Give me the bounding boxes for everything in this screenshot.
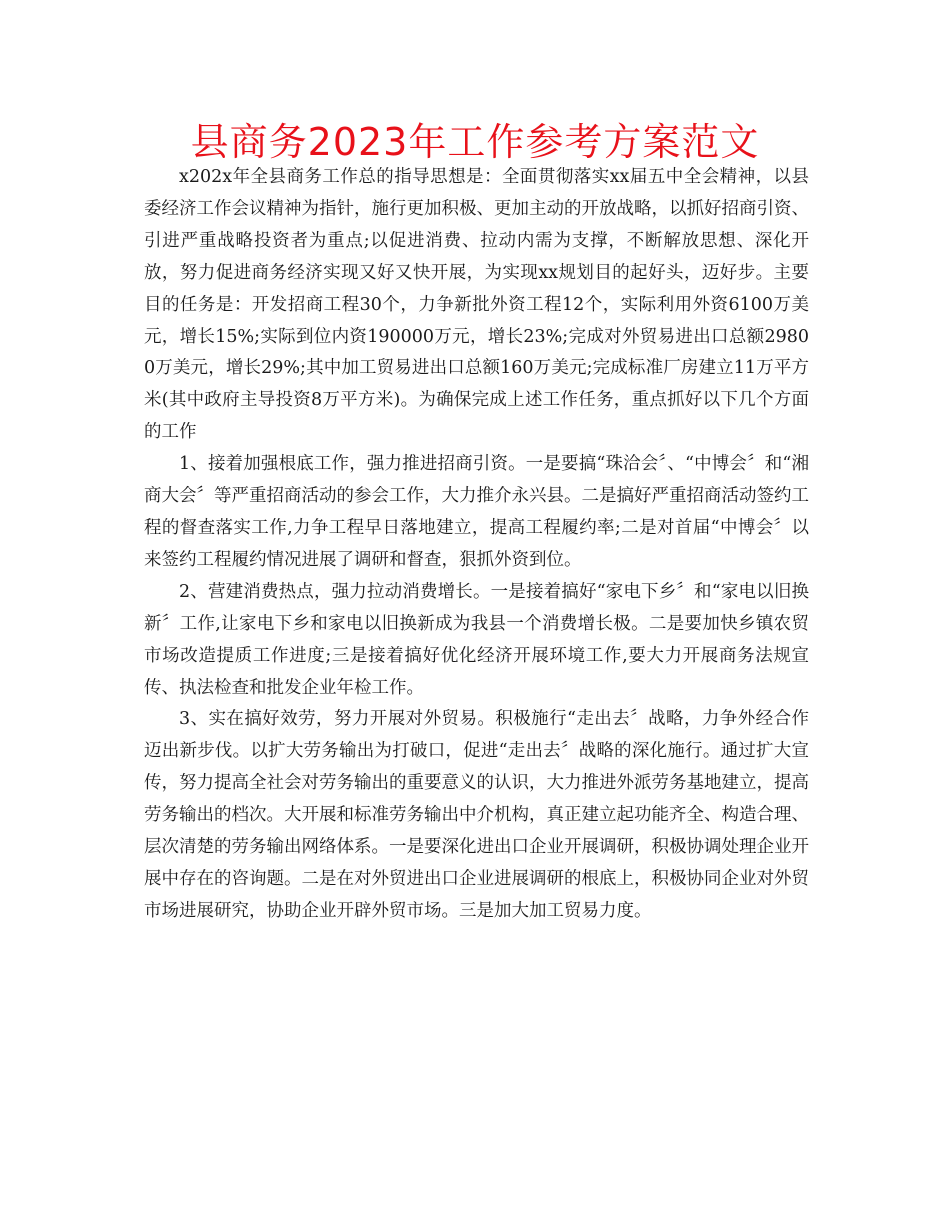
paragraph-item-2-consumption: 2、营建消费热点，强力拉动消费增长。一是接着搞好“家电下乡〞和“家电以旧换新〞工作,让家电下乡和家电以旧换新成为我县一个消费增长极。二是要加快乡镇农贸市场改造提质工作进度;三是接着搞好优化经济开展环境工作,要大力开展商务法规宣传、执法检查和批发企业年检工作。 bbox=[144, 581, 809, 698]
paragraph-guiding-thought: x202x年全县商务工作总的指导思想是：全面贯彻落实xx届五中全会精神，以县委经济工作会议精神为指针，施行更加积极、更加主动的开放战略，以抓好招商引资、引进严重战略投资者为重点;以促进消费、拉动内需为支撑，不断解放思想、深化开放，努力促进商务经济实现又好又快开展，为实现xx规划目的起好头，迈好步。主要目的任务是：开发招商工程30个，力争新批外资工程12个，实际利用外资6100万美元，增长15%;实际到位内资190000万元，增长23%;完成对外贸易进出口总额29800万美元，增长29%;其中加工贸易进出口总额160万美元;完成标准厂房建立11万平方米(其中政府主导投资8万平方米)。为确保完成上述工作任务，重点抓好以下几个方面的工作 bbox=[144, 167, 809, 443]
document-body bbox=[144, 162, 809, 928]
paragraph-item-1-investment: 1、接着加强根底工作，强力推进招商引资。一是要搞“珠洽会〞、“中博会〞和“湘商大会〞等严重招商活动的参会工作，大力推介永兴县。二是搞好严重招商活动签约工程的督查落实工作,力争工程早日落地建立，提高工程履约率;二是对首届“中博会〞以来签约工程履约情况进展了调研和督查，狠抓外资到位。 bbox=[144, 454, 809, 570]
paragraph-item-3-foreign-trade: 3、实在搞好效劳，努力开展对外贸易。积极施行“走出去〞战略，力争外经合作迈出新步伐。以扩大劳务输出为打破口，促进“走出去〞战略的深化施行。通过扩大宣传，努力提高全社会对劳务输出的重要意义的认识，大力推进外派劳务基地建立，提高劳务输出的档次。大开展和标准劳务输出中介机构，真正建立起功能齐全、构造合理、层次清楚的劳务输出网络体系。一是要深化进出口企业开展调研，积极协调处理企业开展中存在的咨询题。二是在对外贸进出口企业进展调研的根底上，积极协同企业对外贸市场进展研究，协助企业开辟外贸市场。三是加大加工贸易力度。 bbox=[144, 709, 809, 921]
document-title: 县商务2023年工作参考方案范文 bbox=[190, 120, 760, 164]
